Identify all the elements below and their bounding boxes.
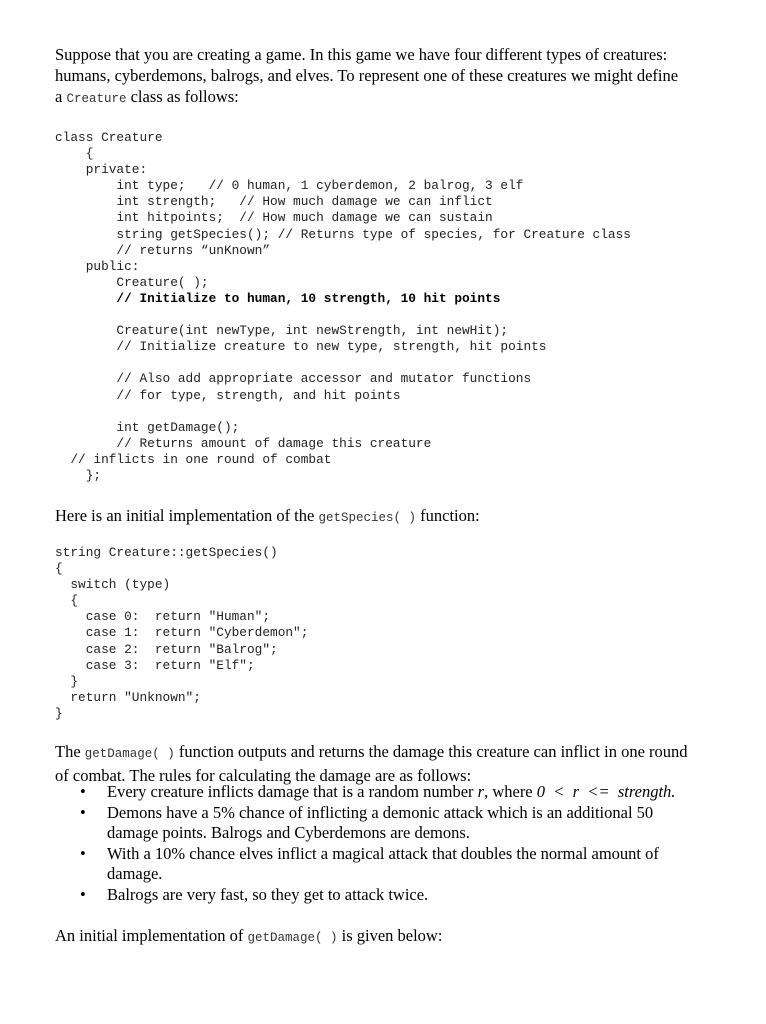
getdamage-intro-line-2: of combat. The rules for calculating the damage are as follows: xyxy=(55,766,472,785)
code-line: private: xyxy=(55,162,148,178)
code-line: case 2: return "Balrog"; xyxy=(55,641,278,657)
closing-paragraph xyxy=(55,925,735,949)
code-line: case 1: return "Cyberdemon"; xyxy=(55,625,309,641)
bullet-glyph: • xyxy=(80,782,86,801)
code-line: { xyxy=(55,593,79,609)
code-line: } xyxy=(55,673,79,689)
list-item xyxy=(55,803,745,844)
code-line: int getDamage(); xyxy=(55,419,240,435)
list-item xyxy=(55,782,745,803)
code-line: int strength; // How much damage we can inflict xyxy=(55,194,493,210)
code-line: { xyxy=(55,146,94,162)
getdamage-intro-pre: The xyxy=(55,742,85,761)
code-line: // Initialize creature to new type, strength, hit points xyxy=(55,339,547,355)
getspecies-intro xyxy=(55,505,735,529)
list-item xyxy=(55,885,745,906)
code-line: // returns “unKnown” xyxy=(55,242,271,258)
rule-4-text: Balrogs are very fast, so they get to attack twice. xyxy=(107,884,429,904)
code-line: }; xyxy=(55,467,102,483)
rule-1-mid: , where xyxy=(484,782,537,801)
list-item xyxy=(55,844,745,885)
code-line: class Creature xyxy=(55,130,163,145)
intro-line-2: humans, cyberdemons, balrogs, and elves. To represent one of these creatures we might define xyxy=(55,66,679,85)
intro-line-3-post: class as follows: xyxy=(126,87,239,106)
code-line: // inflicts in one round of combat xyxy=(55,451,332,467)
rule-1-var: r xyxy=(477,782,485,801)
getdamage-intro-post: function outputs and returns the damage this creature can inflict in one round xyxy=(174,742,688,761)
getspecies-intro-pre: Here is an initial implementation of the xyxy=(55,506,319,525)
closing-inline-code: getDamage( ) xyxy=(247,931,338,945)
getdamage-intro xyxy=(55,741,735,786)
code-line: Creature(int newType, int newStrength, int newHit); xyxy=(55,323,509,339)
code-line: // for type, strength, and hit points xyxy=(55,387,401,403)
getspecies-inline-code: getSpecies( ) xyxy=(318,511,416,525)
getdamage-inline-code: getDamage( ) xyxy=(84,747,175,761)
rule-1-pre: Every creature inflicts damage that is a random number xyxy=(107,782,478,801)
bullet-glyph: • xyxy=(80,802,86,822)
code-line: // Initialize to human, 10 strength, 10 hit points xyxy=(55,290,501,306)
code-line: { xyxy=(55,561,63,577)
intro-line-3-pre: a xyxy=(55,87,67,106)
code-line xyxy=(55,404,631,420)
code-line: string getSpecies(); // Returns type of species, for Creature class xyxy=(55,226,631,242)
code-line: } xyxy=(55,705,63,721)
bullet-glyph: • xyxy=(80,843,86,863)
rule-1-math: 0 < r <= strength. xyxy=(536,782,676,801)
rule-3-text: With a 10% chance elves inflict a magical attack that doubles the normal amount of damage. xyxy=(107,843,659,883)
code-line: return "Unknown"; xyxy=(55,689,201,705)
damage-rules-list xyxy=(55,782,745,905)
code-line: Creature( ); xyxy=(55,274,209,290)
code-line xyxy=(55,355,631,371)
creature-inline-code: Creature xyxy=(66,92,127,106)
closing-pre: An initial implementation of xyxy=(55,926,248,945)
rule-2-text: Demons have a 5% chance of inflicting a demonic attack which is an additional 50 damage points. Balrogs and Cyberdemons are demons. xyxy=(107,802,654,842)
code-line: int type; // 0 human, 1 cyberdemon, 2 balrog, 3 elf xyxy=(55,178,524,194)
getspecies-intro-post: function: xyxy=(416,506,480,525)
code-line: case 3: return "Elf"; xyxy=(55,657,255,673)
code-line: public: xyxy=(55,258,140,274)
code-line: switch (type) xyxy=(55,577,171,593)
intro-line-1: Suppose that you are creating a game. In this game we have four different types of creatures: xyxy=(55,45,668,64)
code-line: // Returns amount of damage this creature xyxy=(55,435,432,451)
code-line: string Creature::getSpecies() xyxy=(55,545,278,560)
creature-class-code-block xyxy=(55,130,631,484)
code-line: // Also add appropriate accessor and mutator functions xyxy=(55,371,532,387)
code-line xyxy=(55,307,631,323)
getspecies-code-block xyxy=(55,545,308,722)
bullet-glyph: • xyxy=(80,884,86,904)
closing-post: is given below: xyxy=(337,926,443,945)
code-line: int hitpoints; // How much damage we can sustain xyxy=(55,210,493,226)
intro-paragraph xyxy=(55,44,735,110)
code-line: case 0: return "Human"; xyxy=(55,609,271,625)
